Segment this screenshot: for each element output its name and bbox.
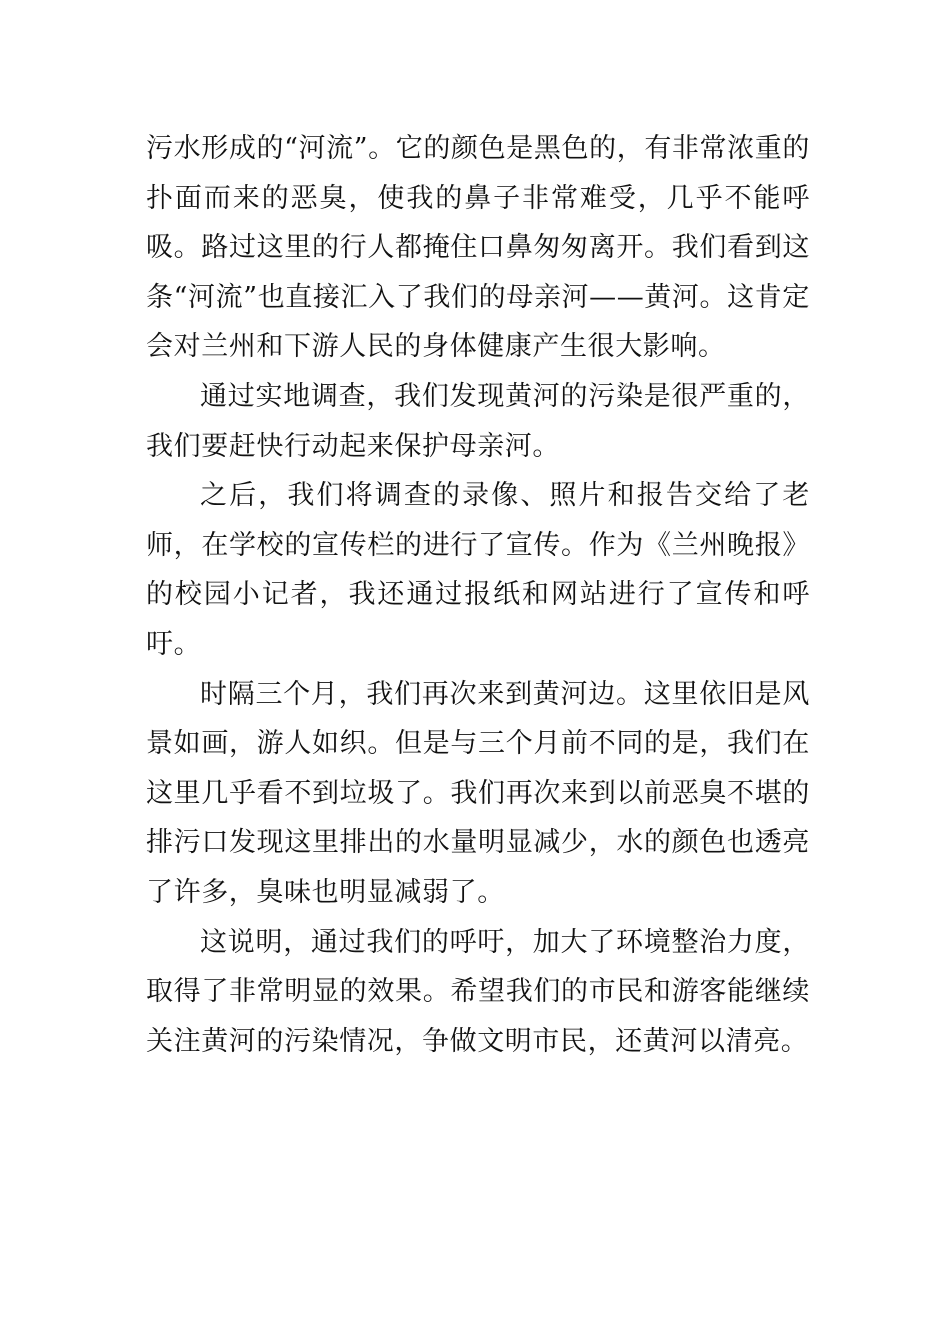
paragraph-2: 通过实地调查，我们发现黄河的污染是很严重的，我们要赶快行动起来保护母亲河。 (146, 380, 810, 462)
paragraph-3: 之后，我们将调查的录像、照片和报告交给了老师，在学校的宣传栏的进行了宣传。作为《兰州晚报》的校园小记者，我还通过报纸和网站进行了宣传和呼吁。 (146, 480, 810, 660)
document-body (146, 124, 810, 1066)
paragraph-5: 这说明，通过我们的呼吁，加大了环境整治力度，取得了非常明显的效果。希望我们的市民和游客能继续关注黄河的污染情况，争做文明市民，还黄河以清亮。 (146, 926, 810, 1057)
paragraph-4: 时隔三个月，我们再次来到黄河边。这里依旧是风景如画，游人如织。但是与三个月前不同的是，我们在这里几乎看不到垃圾了。我们再次来到以前恶臭不堪的排污口发现这里排出的水量明显减少，水的颜色也透亮了许多，臭味也明显减弱了。 (146, 678, 810, 908)
paragraph-1: 污水形成的“河流”。它的颜色是黑色的，有非常浓重的扑面而来的恶臭，使我的鼻子非常难受，几乎不能呼吸。路过这里的行人都掩住口鼻匆匆离开。我们看到这条“河流”也直接汇入了我们的母亲河——黄河。这肯定会对兰州和下游人民的身体健康产生很大影响。 (146, 133, 810, 363)
